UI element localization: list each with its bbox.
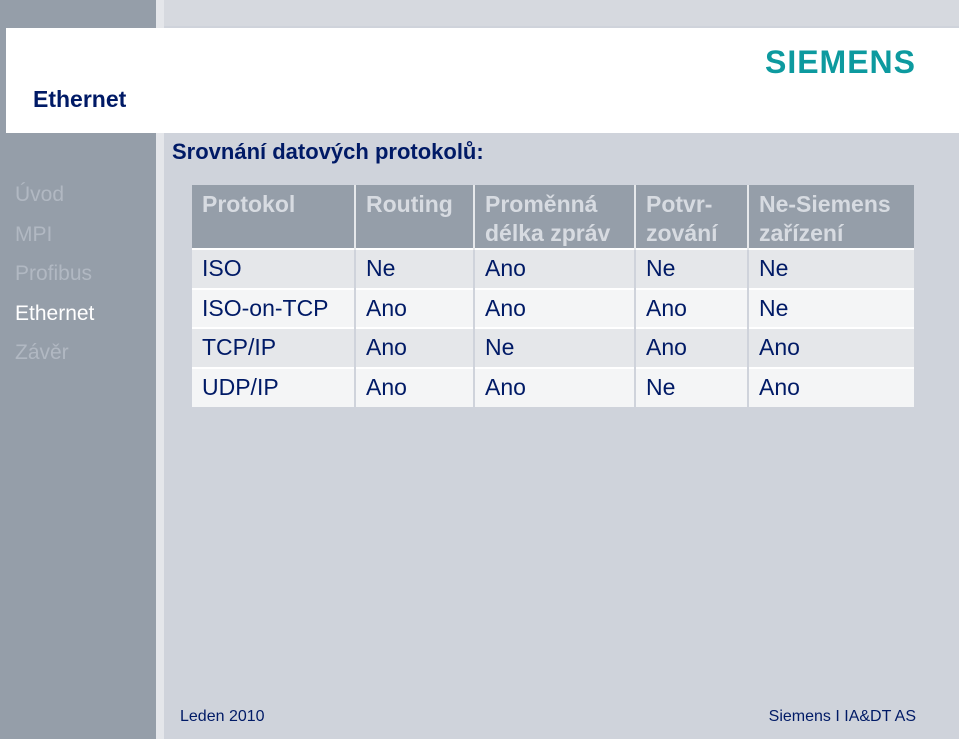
- section-title: Ethernet: [33, 86, 127, 112]
- table-cell: Ano: [748, 328, 914, 368]
- table-cell: Ano: [748, 368, 914, 408]
- table-cell: UDP/IP: [192, 368, 355, 408]
- table-row: [192, 368, 914, 408]
- header-line: zování: [646, 220, 718, 246]
- table-cell: ISO: [192, 249, 355, 289]
- table-cell: TCP/IP: [192, 328, 355, 368]
- protocol-comparison-table: [192, 185, 914, 407]
- table-cell: ISO-on-TCP: [192, 289, 355, 329]
- header: [6, 28, 959, 133]
- header-line: délka zpráv: [485, 220, 611, 246]
- page-title: Srovnání datových protokolů:: [172, 139, 484, 164]
- footer-company: Siemens I IA&DT AS: [768, 708, 916, 725]
- table-cell: Ano: [635, 289, 748, 329]
- header-line: Protokol: [202, 191, 296, 217]
- top-band: [164, 0, 959, 26]
- sidebar-nav: [15, 175, 94, 373]
- table-cell: Ne: [748, 249, 914, 289]
- table-cell: Ano: [355, 368, 474, 408]
- table-header-row: [192, 185, 914, 249]
- header-line: Proměnná: [485, 191, 598, 217]
- table-row: [192, 249, 914, 289]
- column-header-acknowledge: [635, 185, 748, 249]
- siemens-logo: SIEMENS: [764, 44, 916, 80]
- header-line: Potvr-: [646, 191, 713, 217]
- table-cell: Ano: [635, 328, 748, 368]
- table-cell: Ne: [748, 289, 914, 329]
- table-cell: Ne: [355, 249, 474, 289]
- nav-item-ethernet[interactable]: Ethernet: [15, 301, 95, 325]
- header-line: zařízení: [759, 220, 844, 246]
- column-header-protocol: [192, 185, 355, 249]
- table-cell: Ne: [635, 368, 748, 408]
- nav-item-zaver[interactable]: Závěr: [15, 341, 69, 364]
- header-line: Ne-Siemens: [759, 191, 891, 217]
- table-cell: Ne: [635, 249, 748, 289]
- nav-item-mpi[interactable]: MPI: [15, 222, 53, 246]
- footer-date: Leden 2010: [180, 708, 265, 725]
- table-cell: Ano: [474, 289, 635, 329]
- header-line: Routing: [366, 191, 453, 217]
- column-header-variable-length: [474, 185, 635, 249]
- nav-item-profibus[interactable]: Profibus: [15, 262, 93, 285]
- nav-item-uvod[interactable]: Úvod: [15, 183, 65, 206]
- table-row: [192, 289, 914, 329]
- table-cell: Ano: [355, 328, 474, 368]
- column-header-non-siemens: [748, 185, 914, 249]
- table-cell: Ano: [474, 249, 635, 289]
- table-cell: Ne: [474, 328, 635, 368]
- table-cell: Ano: [355, 289, 474, 329]
- column-header-routing: [355, 185, 474, 249]
- table-row: [192, 328, 914, 368]
- table-cell: Ano: [474, 368, 635, 408]
